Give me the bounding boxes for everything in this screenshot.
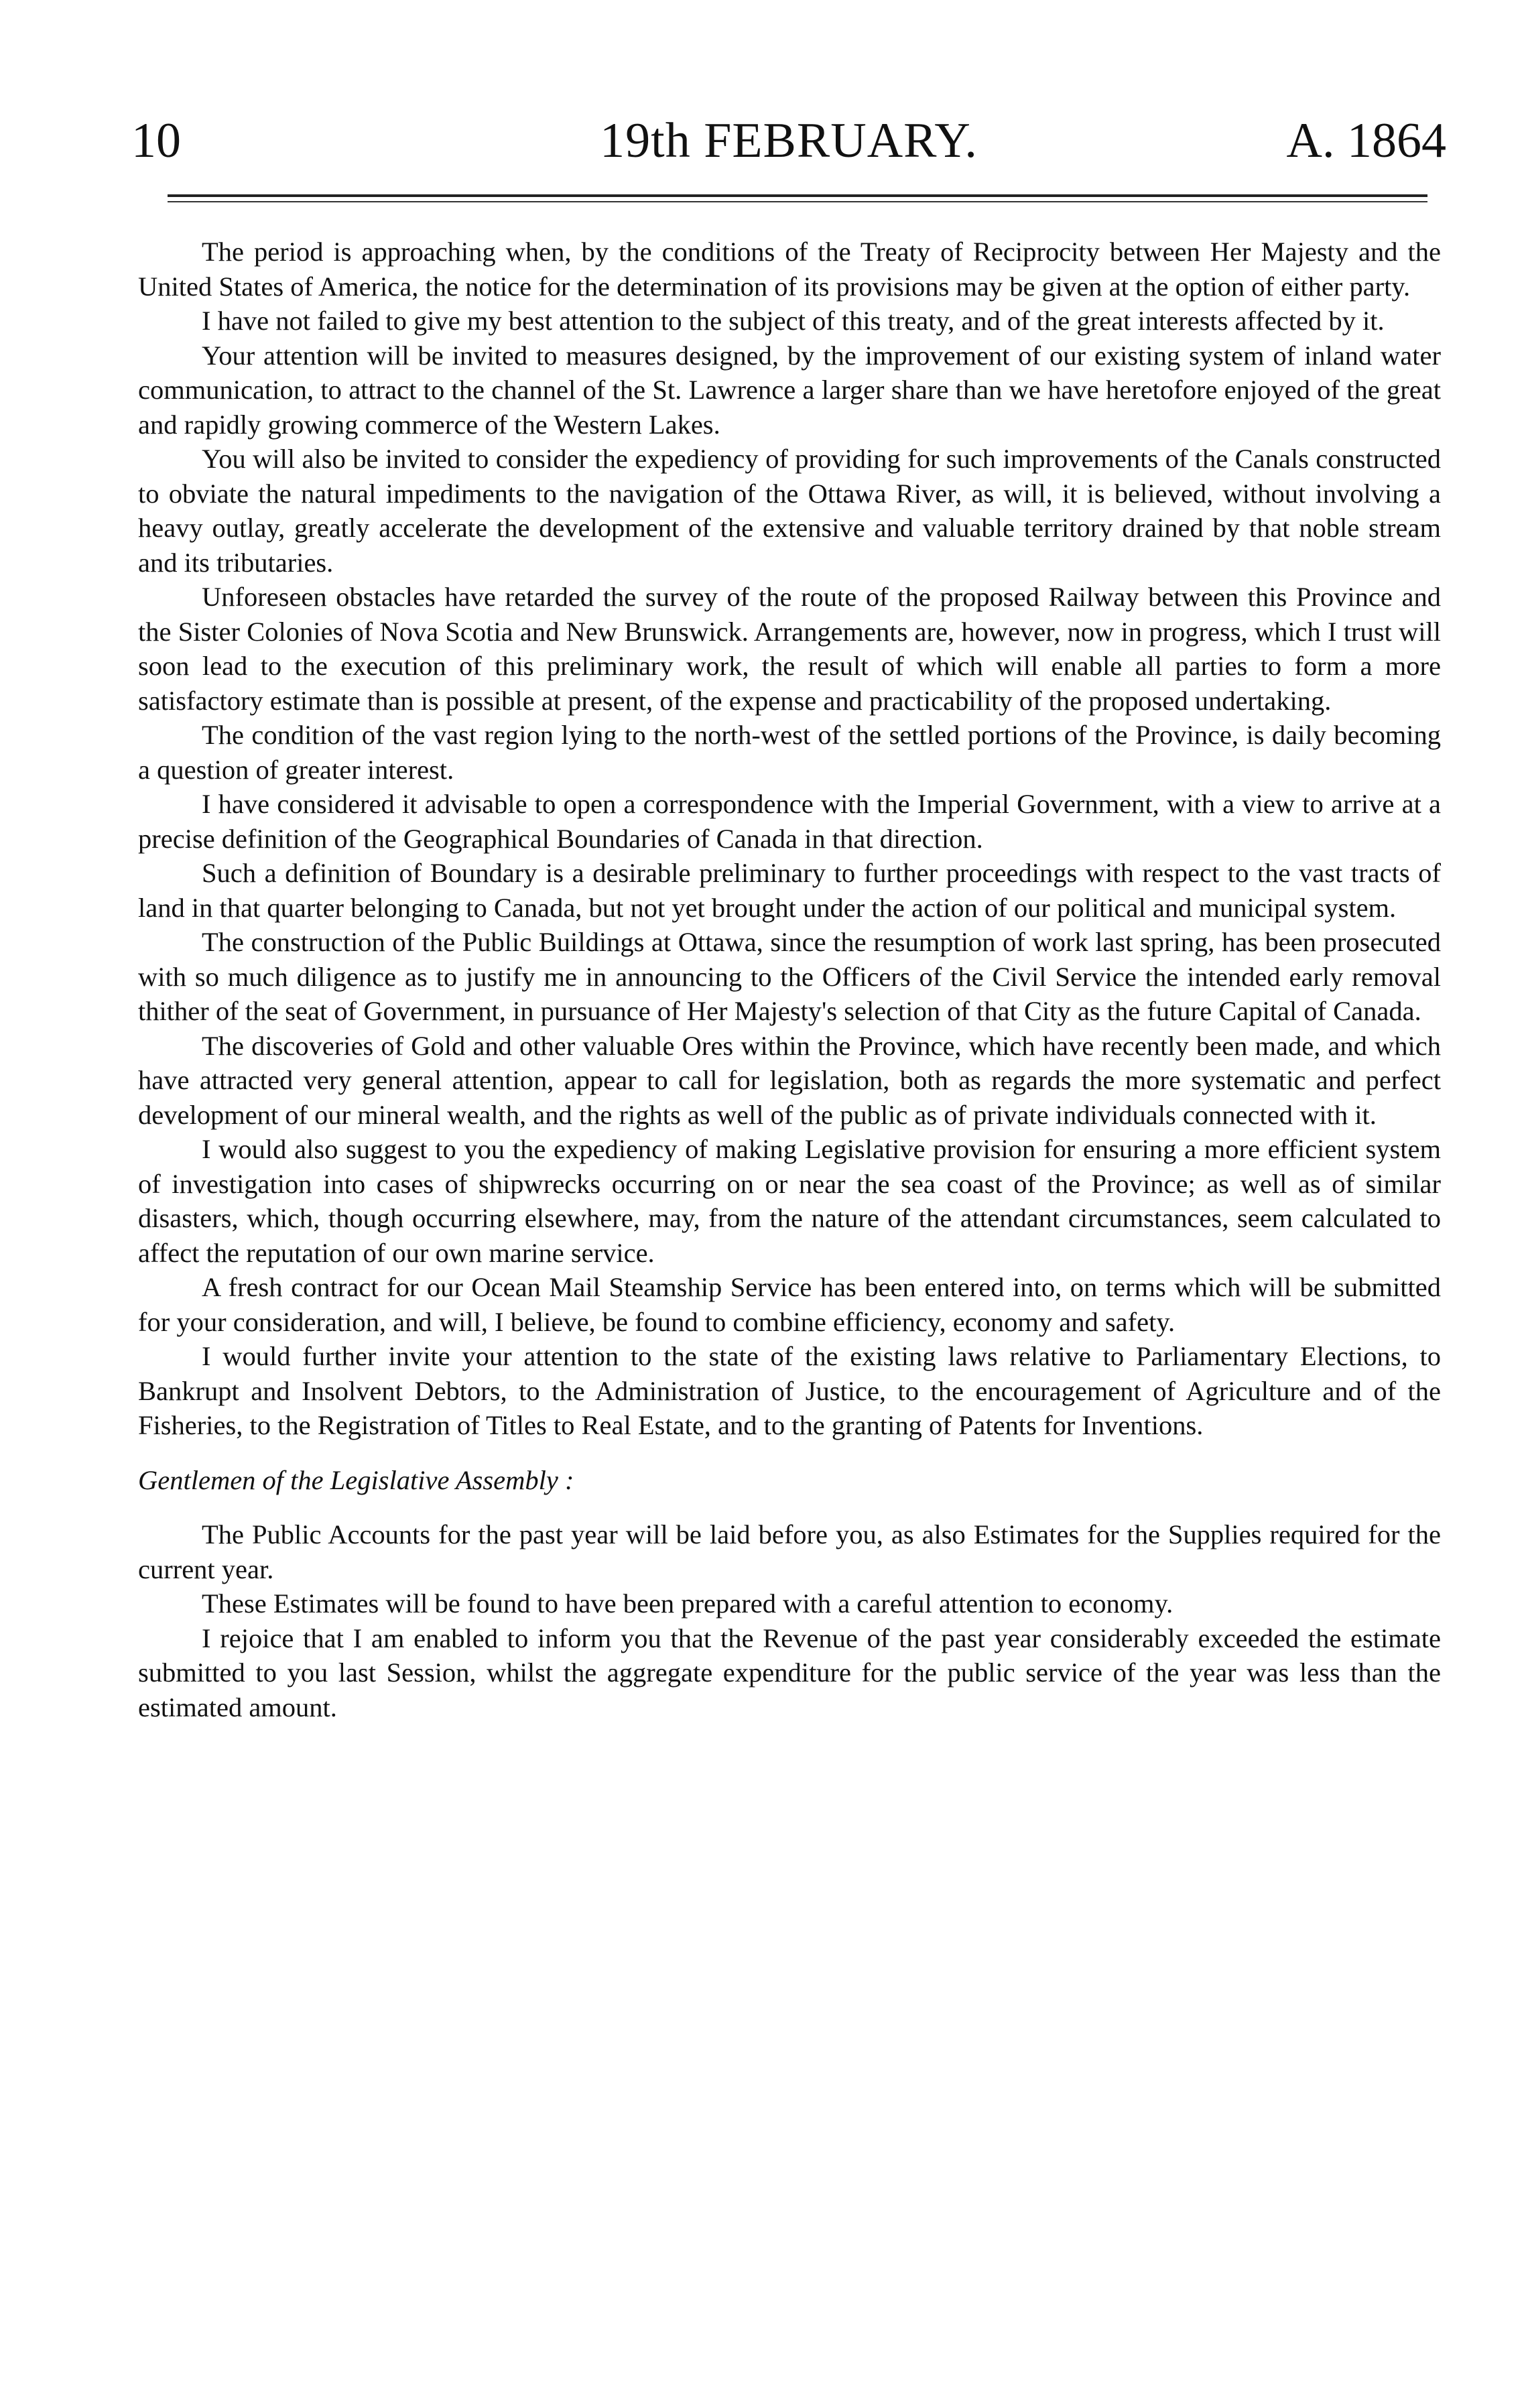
paragraph-mail-steamship: A fresh contract for our Ocean Mail Steamship Service has been entered into, on terms which will be submitted for your consideration, and will, I believe, be found to combine efficiency, economy and safety. xyxy=(138,1272,1441,1337)
page-number: 10 xyxy=(131,113,181,168)
paragraph-north-west: The condition of the vast region lying to the north-west of the settled portions of the Province, is daily becoming a question of greater interest. xyxy=(138,720,1441,785)
header-rule-thick xyxy=(168,194,1427,197)
running-head xyxy=(131,111,1446,171)
paragraph-gold-discoveries: The discoveries of Gold and other valuable Ores within the Province, which have recently been made, and which have attracted very general attention, appear to call for legislation, both as regards the more systematic and perfect development of our mineral wealth, and the rights as well of the public as of private individuals connected with it. xyxy=(138,1030,1441,1130)
paragraph-ottawa-canals: You will also be invited to consider the expediency of providing for such improvements of the Canals constructed to obviate the natural impediments to the navigation of the Ottawa River, as will, it is believed, without involving a heavy outlay, greatly accelerate the development of the extensive and valuable territory drained by that noble stream and its tributaries. xyxy=(138,444,1441,578)
paragraph-estimates: These Estimates will be found to have been prepared with a careful attention to economy. xyxy=(202,1588,1173,1619)
paragraph-existing-laws: I would further invite your attention to the state of the existing laws relative to Parliamentary Elections, to Bankrupt and Insolvent Debtors, to the Administration of Justice, to the encouragement of Agriculture and of the Fisheries, to the Registration of Titles to Real Estate, and to the granting of Patents for Inventions. xyxy=(138,1341,1441,1440)
paragraph-public-accounts: The Public Accounts for the past year will be laid before you, as also Estimates for the Supplies required for the current year. xyxy=(138,1519,1441,1584)
paragraph-boundary-definition: Such a definition of Boundary is a desirable preliminary to further proceedings with respect to the vast tracts of land in that quarter belonging to Canada, but not yet brought under the action of our political and municipal system. xyxy=(138,858,1441,923)
header-year: A. 1864 xyxy=(1286,113,1446,168)
header-rule-thin xyxy=(168,201,1427,202)
paragraph-imperial-correspondence: I have considered it advisable to open a correspondence with the Imperial Government, with a view to arrive at a precise definition of the Geographical Boundaries of Canada in that direction. xyxy=(138,789,1441,854)
paragraph-public-buildings: The construction of the Public Buildings at Ottawa, since the resumption of work last spring, has been prosecuted with so much diligence as to justify me in announcing to the Officers of the Civil Service the intended early removal thither of the seat of Government, in pursuance of Her Majesty's selection of that City as the future Capital of Canada. xyxy=(138,927,1441,1026)
header-date: 19th FEBRUARY. xyxy=(600,113,978,168)
section-heading: Gentlemen of the Legislative Assembly : xyxy=(138,1464,574,1495)
body-text xyxy=(138,235,1441,1724)
paragraph-shipwrecks: I would also suggest to you the expediency of making Legislative provision for ensuring a more efficient system of investigation into cases of shipwrecks occurring on or near the sea coast of the Province; as well as of similar disasters, which, though occurring elsewhere, may, from the nature of the attendant circumstances, seem calculated to affect the reputation of our own marine service. xyxy=(138,1134,1441,1268)
paragraph-inland-water: Your attention will be invited to measures designed, by the improvement of our existing system of inland water communication, to attract to the channel of the St. Lawrence a larger share than we have heretofore enjoyed of the great and rapidly growing commerce of the Western Lakes. xyxy=(138,340,1441,440)
paragraph-railway-survey: Unforeseen obstacles have retarded the survey of the route of the proposed Railway between this Province and the Sister Colonies of Nova Scotia and New Brunswick. Arrangements are, however, now in progress, which I trust will soon lead to the execution of this preliminary work, the result of which will enable all parties to form a more satisfactory estimate than is possible at present, of the expense and practicability of the proposed undertaking. xyxy=(138,582,1441,716)
paragraph-reciprocity-treaty: The period is approaching when, by the conditions of the Treaty of Reciprocity between Her Majesty and the United States of America, the notice for the determination of its provisions may be given at the option of either party. xyxy=(138,237,1441,302)
paragraph-treaty-attention: I have not failed to give my best attention to the subject of this treaty, and of the great interests affected by it. xyxy=(202,306,1385,336)
paragraph-revenue: I rejoice that I am enabled to inform you that the Revenue of the past year considerably exceeded the estimate submitted to you last Session, whilst the aggregate expenditure for the public service of the year was less than the estimated amount. xyxy=(138,1623,1441,1722)
